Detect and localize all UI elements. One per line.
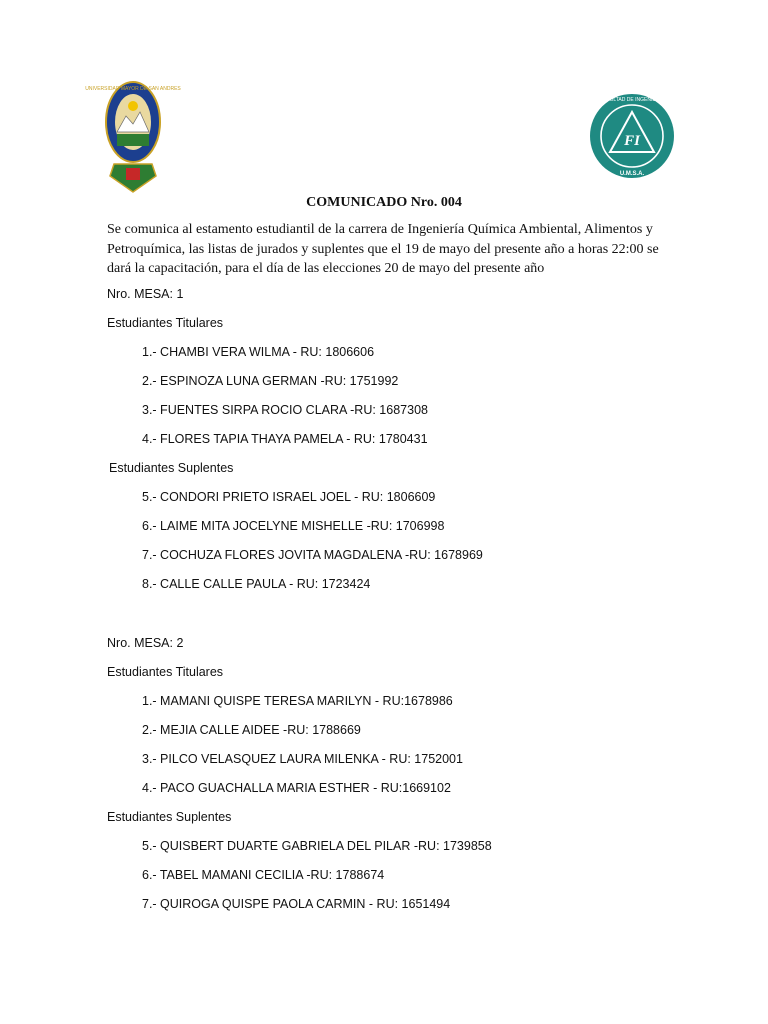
- list-item: 7.- COCHUZA FLORES JOVITA MAGDALENA -RU: 1678969: [142, 548, 483, 562]
- list-item: 3.- PILCO VELASQUEZ LAURA MILENKA - RU: 1752001: [142, 752, 463, 766]
- umsa-shield-logo: [85, 80, 181, 196]
- mesa2-titulares-label: Estudiantes Titulares: [107, 665, 224, 679]
- mesa1-label: Nro. MESA: 1: [107, 287, 184, 301]
- list-item: 7.- QUIROGA QUISPE PAOLA CARMIN - RU: 1651494: [142, 897, 451, 911]
- list-item: 3.- FUENTES SIRPA ROCIO CLARA -RU: 1687308: [142, 403, 428, 417]
- mesa1-suplentes-label: Estudiantes Suplentes: [109, 461, 234, 475]
- mesa1-titulares-label: Estudiantes Titulares: [107, 316, 224, 330]
- list-item: 2.- MEJIA CALLE AIDEE -RU: 1788669: [142, 723, 361, 737]
- facultad-ingenieria-logo: [588, 92, 676, 180]
- list-item: 8.- CALLE CALLE PAULA - RU: 1723424: [142, 577, 371, 591]
- list-item: 5.- CONDORI PRIETO ISRAEL JOEL - RU: 1806609: [142, 490, 436, 504]
- fi-logo-ring-text: FACULTAD DE INGENIERIA: [600, 97, 664, 103]
- mesa2-suplentes-label: Estudiantes Suplentes: [107, 810, 232, 824]
- umsa-logo-text: UNIVERSIDAD MAYOR DE SAN ANDRES: [85, 86, 181, 92]
- list-item: 6.- TABEL MAMANI CECILIA -RU: 1788674: [142, 868, 385, 882]
- list-item: 2.- ESPINOZA LUNA GERMAN -RU: 1751992: [142, 374, 399, 388]
- list-item: 6.- LAIME MITA JOCELYNE MISHELLE -RU: 1706998: [142, 519, 445, 533]
- list-item: 4.- PACO GUACHALLA MARIA ESTHER - RU:1669102: [142, 781, 451, 795]
- list-item: 1.- MAMANI QUISPE TERESA MARILYN - RU:1678986: [142, 694, 453, 708]
- fi-logo-bottom-text: U.M.S.A.: [619, 171, 645, 177]
- list-item: 4.- FLORES TAPIA THAYA PAMELA - RU: 1780431: [142, 432, 428, 446]
- intro-paragraph: Se comunica al estamento estudiantil de la carrera de Ingeniería Química Ambiental, Alimentos y Petroquímica, las listas de jurados y suplentes que el 19 de mayo del presente año a horas 22:00 se dará la capacitación, para el día de las elecciones 20 de mayo del presente año: [107, 222, 659, 276]
- fi-logo-letters: FI: [624, 133, 640, 149]
- list-item: 1.- CHAMBI VERA WILMA - RU: 1806606: [142, 345, 375, 359]
- document-title: COMUNICADO Nro. 004: [306, 195, 462, 210]
- mesa2-label: Nro. MESA: 2: [107, 636, 184, 650]
- list-item: 5.- QUISBERT DUARTE GABRIELA DEL PILAR -RU: 1739858: [142, 839, 492, 853]
